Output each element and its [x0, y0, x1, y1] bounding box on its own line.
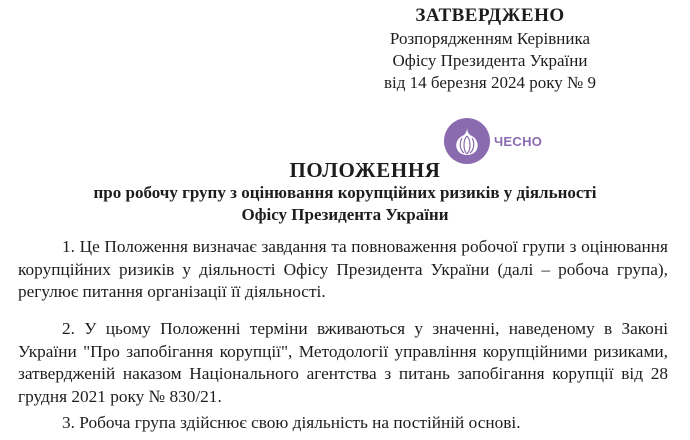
approval-date: від 14 березня 2024 року № 9	[384, 73, 596, 92]
document-title: ПОЛОЖЕННЯ	[289, 158, 441, 182]
approval-stamp-block	[340, 4, 640, 94]
approval-title: ЗАТВЕРДЖЕНО	[415, 5, 565, 26]
approval-office: Офісу Президента України	[392, 51, 588, 70]
paragraph-1	[18, 236, 668, 304]
paragraph-3-text: 3. Робоча група здійснює свою діяльність на постійній основі.	[62, 413, 521, 432]
document-subtitle-line2: Офісу Президента України	[241, 205, 449, 224]
paragraph-1-text: 1. Це Положення визначає завдання та повноваження робочої групи з оцінювання корупційних ризиків у діяльності Офісу Президента України (далі – робоча група), регулює питання організації її діяльності.	[18, 237, 668, 301]
document-heading	[0, 158, 690, 226]
paragraph-2	[18, 318, 668, 408]
approval-authority: Розпорядженням Керівника	[389, 29, 591, 48]
document-subtitle-line1: про робочу групу з оцінювання корупційних ризиків у діяльності	[93, 183, 597, 202]
paragraph-3	[18, 412, 668, 435]
watermark-text: ЧЕСНО	[494, 133, 543, 149]
paragraph-2-text: 2. У цьому Положенні терміни вживаються у значенні, наведеному в Законі України "Про запобігання корупції", Методології управління корупційними ризиками, затвердженій наказом Національного агентства з питань запобігання корупції від 28 грудня 2021 року № 830/21.	[18, 319, 668, 406]
